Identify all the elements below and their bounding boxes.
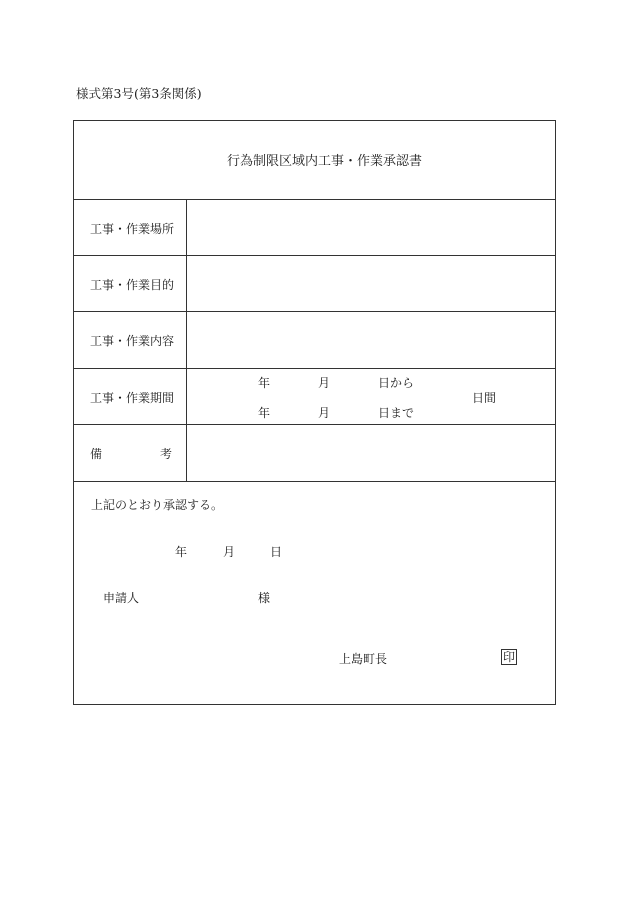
row-label-period: 工事・作業期間	[90, 391, 175, 405]
issuer-title: 上島町長	[339, 652, 388, 666]
approval-date-day: 日	[270, 545, 283, 559]
approval-statement: 上記のとおり承認する。	[91, 498, 224, 512]
approval-date-month: 月	[223, 545, 236, 559]
approval-date-year: 年	[175, 545, 188, 559]
divider	[74, 255, 555, 256]
honorific: 様	[258, 591, 271, 605]
divider	[74, 311, 555, 312]
divider	[74, 199, 555, 200]
applicant-label: 申請人	[103, 591, 140, 605]
form-number: 様式第3号(第3条関係)	[76, 86, 202, 101]
period-days: 日間	[472, 391, 497, 405]
divider	[74, 368, 555, 369]
row-label-content: 工事・作業内容	[90, 334, 175, 348]
period-start-month: 月	[318, 376, 331, 390]
row-label-location: 工事・作業場所	[90, 222, 175, 236]
row-label-purpose: 工事・作業目的	[90, 278, 175, 292]
row-label-remarks-2: 考	[160, 447, 173, 461]
divider	[74, 424, 555, 425]
row-label-remarks-1: 備	[90, 447, 103, 461]
document-title: 行為制限区域内工事・作業承認書	[227, 154, 423, 169]
period-start-year: 年	[258, 376, 271, 390]
divider	[74, 481, 555, 482]
period-end-month: 月	[318, 406, 331, 420]
form-frame	[73, 120, 556, 705]
label-column-divider	[186, 199, 187, 482]
period-start-day: 日から	[378, 376, 415, 390]
seal-mark: 印	[503, 650, 516, 664]
period-end-year: 年	[258, 406, 271, 420]
period-end-day: 日まで	[378, 406, 415, 420]
